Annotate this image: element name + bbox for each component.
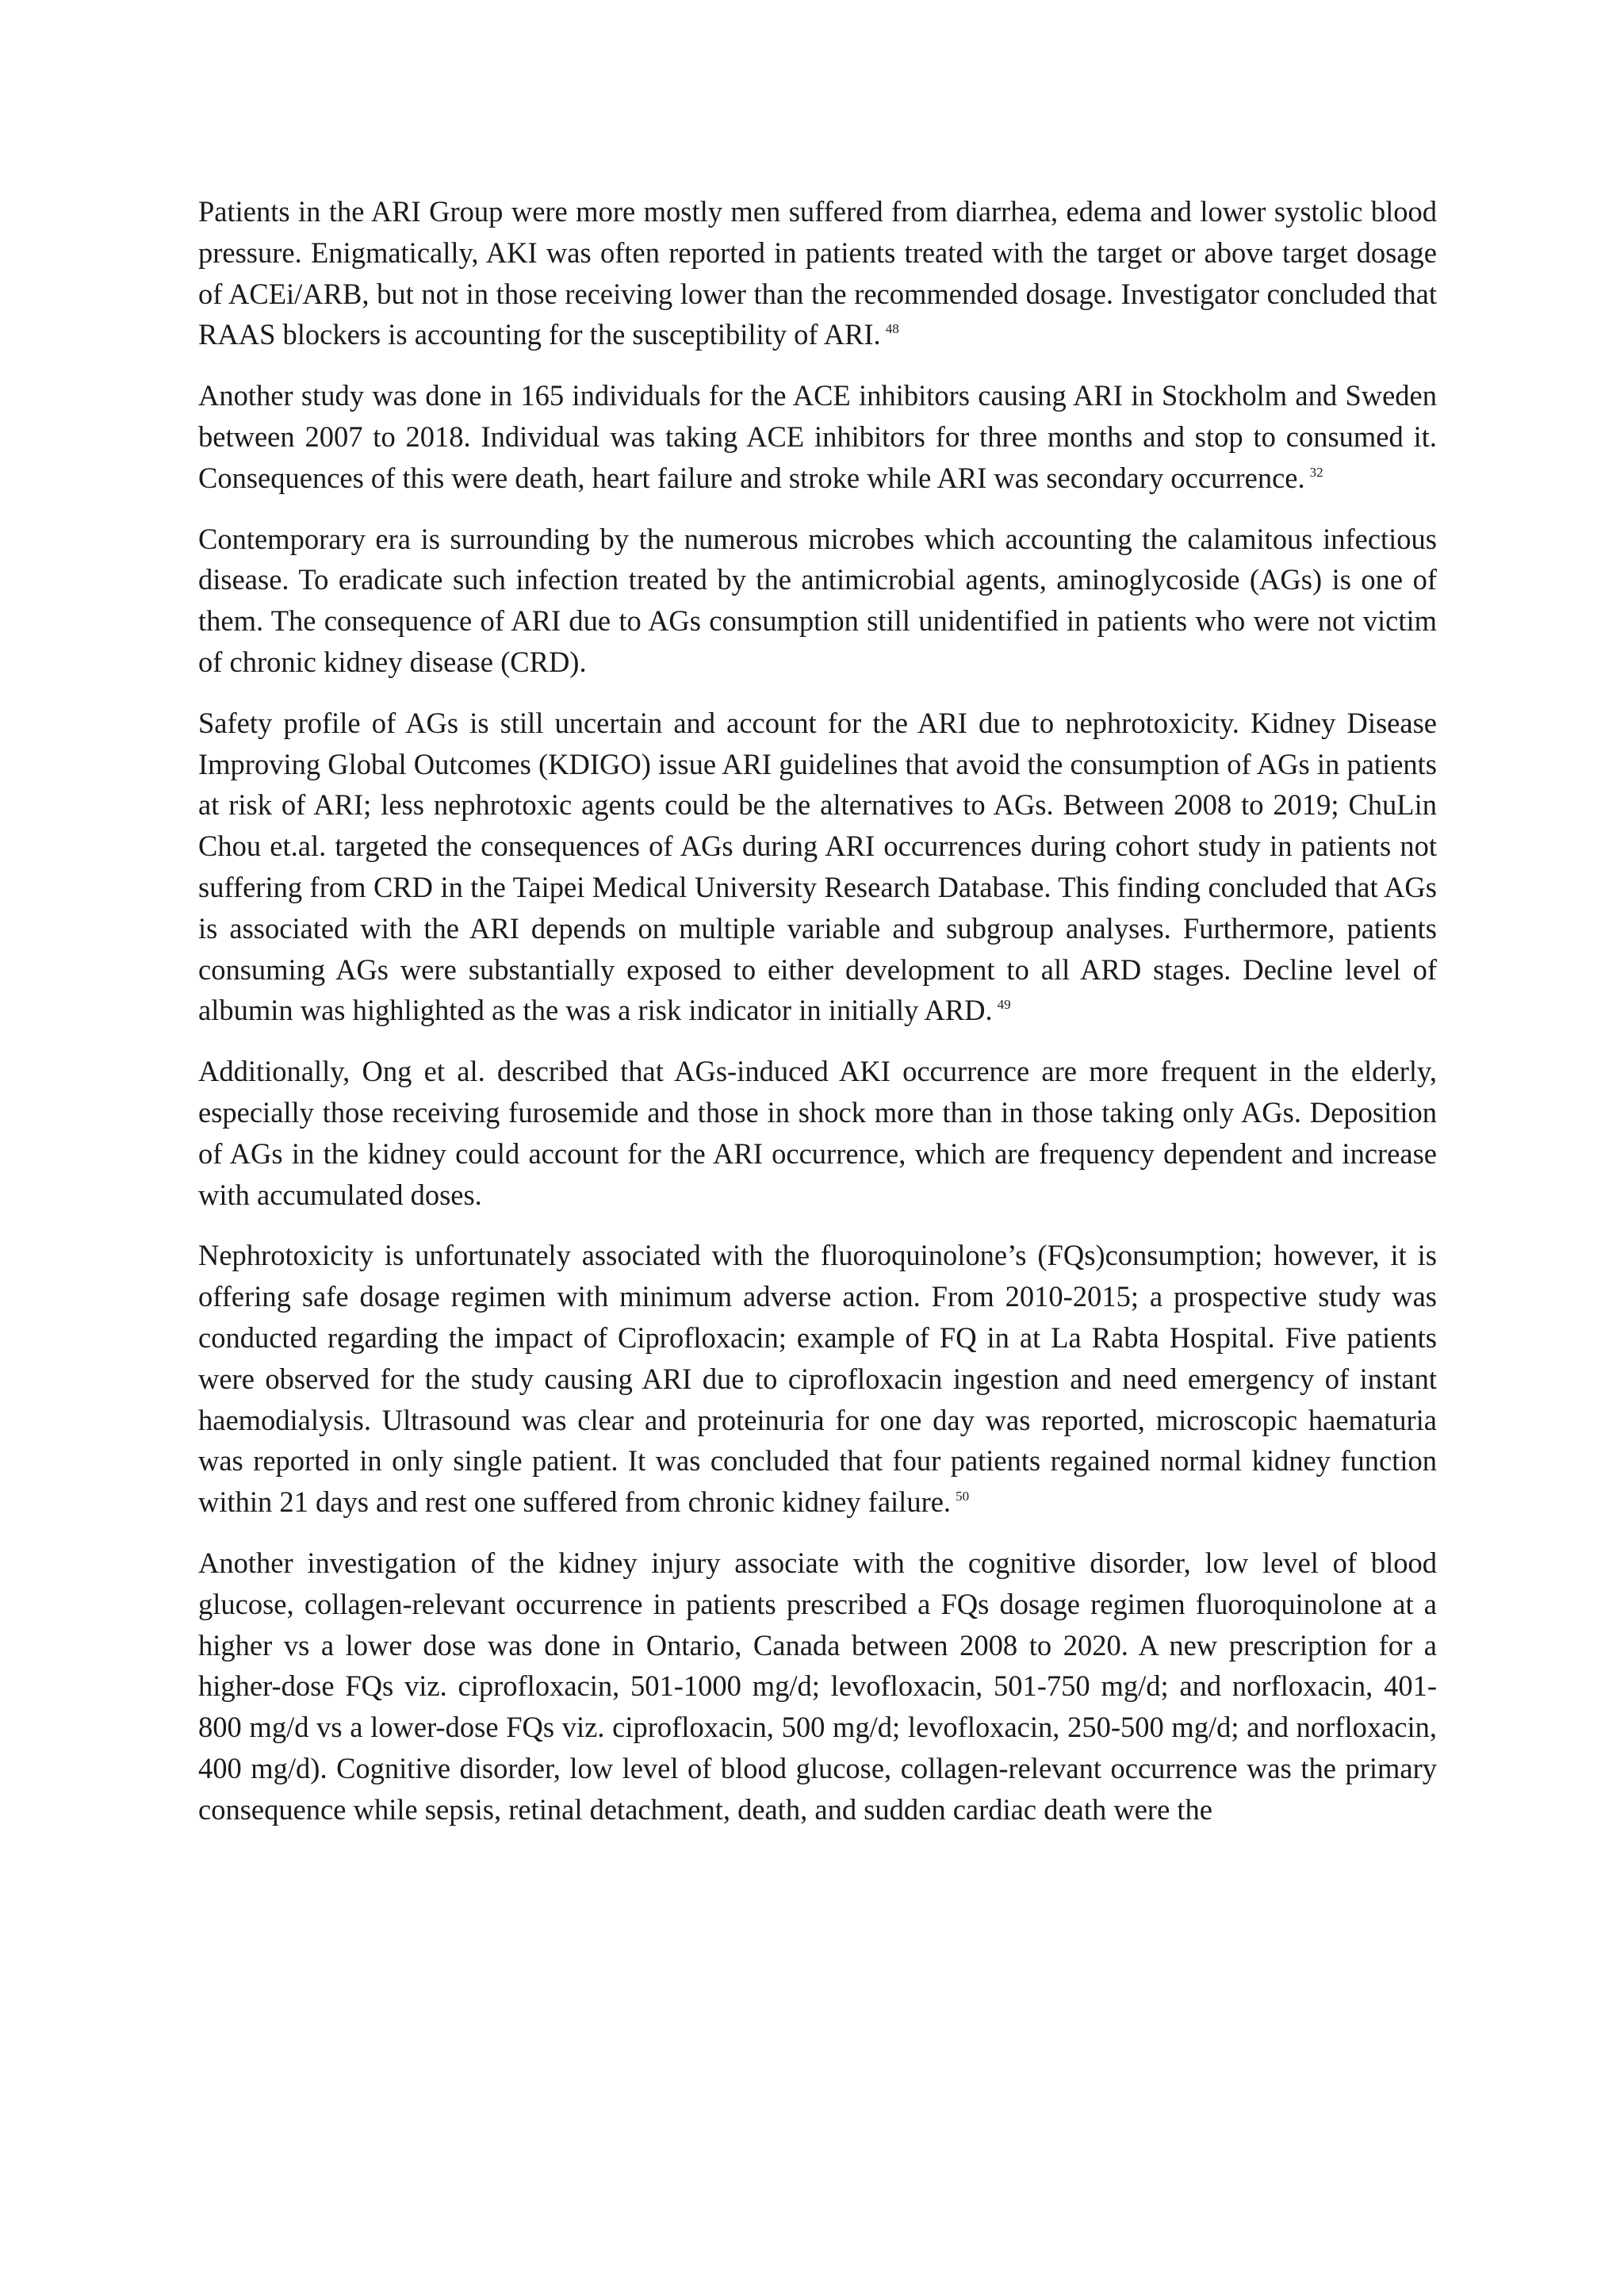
paragraph-text: Patients in the ARI Group were more mostly men suffered from diarrhea, edema and lower systolic blood pressure. Enigmatically, AKI was often reported in patients treated with the target or above target dosage of ACEi/ARB, but not in those receiving lower than the recommended dosage. Investigator concluded that RAAS blockers is accounting for the susceptibility of ARI. (198, 195, 1437, 351)
paragraph-text: Contemporary era is surrounding by the numerous microbes which accounting the calamitous infectious disease. To eradicate such infection treated by the antimicrobial agents, aminoglycoside (AGs) is one of them. The consequence of ARI due to AGs consumption still unidentified in patients who were not victim of chronic kidney disease (CRD). (198, 522, 1437, 678)
citation-ref: 49 (997, 997, 1011, 1013)
paragraph-fluoroquinolone-nephrotoxicity (198, 1235, 1437, 1523)
paragraph-text: Safety profile of AGs is still uncertain and account for the ARI due to nephrotoxicity. Kidney Disease Improving Global Outcomes (KDIGO) issue ARI guidelines that avoid the consumption of AGs in patients at risk of ARI; less nephrotoxic agents could be the alternatives to AGs. Between 2008 to 2019; ChuLin Chou et.al. targeted the consequences of AGs during ARI occurrences during cohort study in patients not suffering from CRD in the Taipei Medical University Research Database. This finding concluded that AGs is associated with the ARI depends on multiple variable and subgroup analyses. Furthermore, patients consuming AGs were substantially exposed to either development to all ARD stages. Decline level of albumin was highlighted as the was a risk indicator in initially ARD. (198, 706, 1437, 1027)
paragraph-aminoglycoside-intro (198, 519, 1437, 683)
paragraph-text: Another investigation of the kidney injury associate with the cognitive disorder, low level of blood glucose, collagen-relevant occurrence in patients prescribed a FQs dosage regimen fluoroquinolone at a higher vs a lower dose was done in Ontario, Canada between 2008 to 2020. A new prescription for a higher-dose FQs viz. ciprofloxacin, 501-1000 mg/d; levofloxacin, 501-750 mg/d; and norfloxacin, 401-800 mg/d vs a lower-dose FQs viz. ciprofloxacin, 500 mg/d; levofloxacin, 250-500 mg/d; and norfloxacin, 400 mg/d). Cognitive disorder, low level of blood glucose, collagen-relevant occurrence was the primary consequence while sepsis, retinal detachment, death, and sudden cardiac death were the (198, 1546, 1437, 1826)
paragraph-ong-et-al (198, 1051, 1437, 1215)
paragraph-ari-group (198, 191, 1437, 355)
paragraph-fq-dose-investigation (198, 1543, 1437, 1830)
paragraph-text: Additionally, Ong et al. described that AGs-induced AKI occurrence are more frequent in the elderly, especially those receiving furosemide and those in shock more than in those taking only AGs. Deposition of AGs in the kidney could account for the ARI occurrence, which are frequency dependent and increase with accumulated doses. (198, 1055, 1437, 1211)
citation-ref: 32 (1309, 464, 1323, 480)
paragraph-ags-safety-profile (198, 703, 1437, 1031)
body-text (198, 191, 1437, 1830)
citation-ref: 48 (885, 321, 899, 337)
paragraph-ace-inhibitors-study (198, 375, 1437, 498)
paragraph-text: Another study was done in 165 individuals for the ACE inhibitors causing ARI in Stockholm and Sweden between 2007 to 2018. Individual was taking ACE inhibitors for three months and stop to consumed it. Consequences of this were death, heart failure and stroke while ARI was secondary occurrence. (198, 379, 1437, 494)
citation-ref: 50 (956, 1489, 970, 1504)
paragraph-text: Nephrotoxicity is unfortunately associated with the fluoroquinolone’s (FQs)consumption; however, it is offering safe dosage regimen with minimum adverse action. From 2010-2015; a prospective study was conducted regarding the impact of Ciprofloxacin; example of FQ in at La Rabta Hospital. Five patients were observed for the study causing ARI due to ciprofloxacin ingestion and need emergency of instant haemodialysis. Ultrasound was clear and proteinuria for one day was reported, microscopic haematuria was reported in only single patient. It was concluded that four patients regained normal kidney function within 21 days and rest one suffered from chronic kidney failure. (198, 1239, 1437, 1519)
